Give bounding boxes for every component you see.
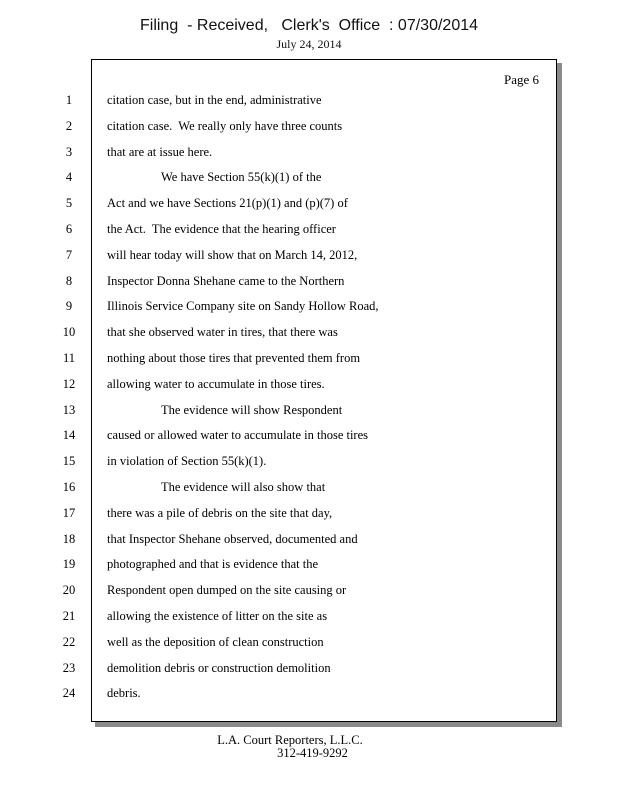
line-text: citation case. We really only have three counts	[107, 118, 343, 133]
line-text: well as the deposition of clean construction	[107, 634, 324, 649]
line-number: 9	[65, 299, 73, 314]
line-number: 10	[62, 325, 76, 340]
line-number: 18	[62, 531, 76, 546]
line-text: nothing about those tires that prevented them from	[107, 351, 361, 365]
line-text: photographed and that is evidence that the	[107, 557, 319, 572]
line-text: The evidence will also show that	[161, 480, 326, 494]
line-number: 5	[65, 196, 73, 211]
transcript-line	[0, 218, 618, 238]
line-number: 11	[62, 351, 76, 365]
transcript-line	[0, 631, 618, 651]
line-text: that she observed water in tires, that there was	[107, 325, 338, 340]
line-text: will hear today will show that on March 14, 2012,	[107, 247, 358, 262]
line-text: citation case, but in the end, administrative	[107, 93, 322, 107]
line-number: 1	[65, 93, 73, 107]
transcript-line	[0, 347, 618, 367]
transcript-line	[0, 270, 618, 290]
line-number: 13	[62, 402, 76, 417]
transcript-line	[0, 605, 618, 625]
line-number: 23	[62, 660, 76, 675]
line-text: Inspector Donna Shehane came to the Northern	[107, 273, 345, 288]
filing-stamp: Filing - Received, Clerk's Office : 07/30/2014	[139, 17, 479, 34]
line-text: We have Section 55(k)(1) of the	[161, 170, 322, 185]
line-number: 24	[62, 686, 76, 701]
line-number: 2	[65, 118, 73, 133]
transcript-line	[0, 166, 618, 186]
line-text: demolition debris or construction demolition	[107, 660, 331, 675]
transcript-date: July 24, 2014	[276, 37, 342, 51]
line-number: 8	[65, 273, 73, 288]
transcript-line	[0, 450, 618, 470]
line-number: 20	[62, 583, 76, 598]
line-text: The evidence will show Respondent	[161, 402, 343, 417]
page-number: Page 6	[503, 72, 539, 87]
transcript-line	[0, 89, 618, 109]
transcript-line	[0, 579, 618, 599]
line-text: allowing water to accumulate in those tires.	[107, 376, 325, 391]
transcript-line	[0, 528, 618, 548]
line-text: Illinois Service Company site on Sandy Hollow Road,	[107, 299, 379, 314]
line-number: 21	[62, 609, 76, 623]
line-number: 4	[65, 170, 73, 185]
line-text: Respondent open dumped on the site causing or	[107, 583, 347, 598]
transcript-line	[0, 476, 618, 496]
transcript-line	[0, 553, 618, 573]
transcript-line	[0, 682, 618, 702]
line-number: 14	[62, 428, 76, 443]
transcript-line	[0, 399, 618, 419]
line-text: Act and we have Sections 21(p)(1) and (p)(7) of	[107, 196, 348, 211]
line-text: in violation of Section 55(k)(1).	[107, 454, 267, 469]
line-number: 3	[65, 144, 73, 159]
line-text: there was a pile of debris on the site that day,	[107, 505, 333, 520]
line-number: 22	[62, 634, 76, 649]
line-number: 16	[62, 480, 76, 494]
line-number: 19	[62, 557, 76, 572]
transcript-line	[0, 321, 618, 341]
line-text: that are at issue here.	[107, 144, 213, 159]
transcript-line	[0, 657, 618, 677]
line-text: allowing the existence of litter on the site as	[107, 609, 328, 623]
line-number: 12	[62, 376, 76, 391]
transcript-line	[0, 295, 618, 315]
transcript-line	[0, 115, 618, 135]
transcript-line	[0, 244, 618, 264]
transcript-line	[0, 192, 618, 212]
line-text: that Inspector Shehane observed, documented and	[107, 531, 358, 546]
court-reporter-company: L.A. Court Reporters, L.L.C.	[217, 733, 363, 747]
transcript-line	[0, 424, 618, 444]
line-text: caused or allowed water to accumulate in those tires	[107, 428, 369, 443]
line-number: 7	[65, 247, 73, 262]
line-text: debris.	[107, 686, 141, 701]
court-reporter-phone: 312-419-9292	[277, 746, 348, 760]
line-number: 6	[65, 222, 73, 236]
line-text: the Act. The evidence that the hearing officer	[107, 222, 336, 236]
line-number: 15	[62, 454, 76, 469]
transcript-line	[0, 502, 618, 522]
transcript-line	[0, 373, 618, 393]
transcript-line	[0, 141, 618, 161]
line-number: 17	[62, 505, 76, 520]
